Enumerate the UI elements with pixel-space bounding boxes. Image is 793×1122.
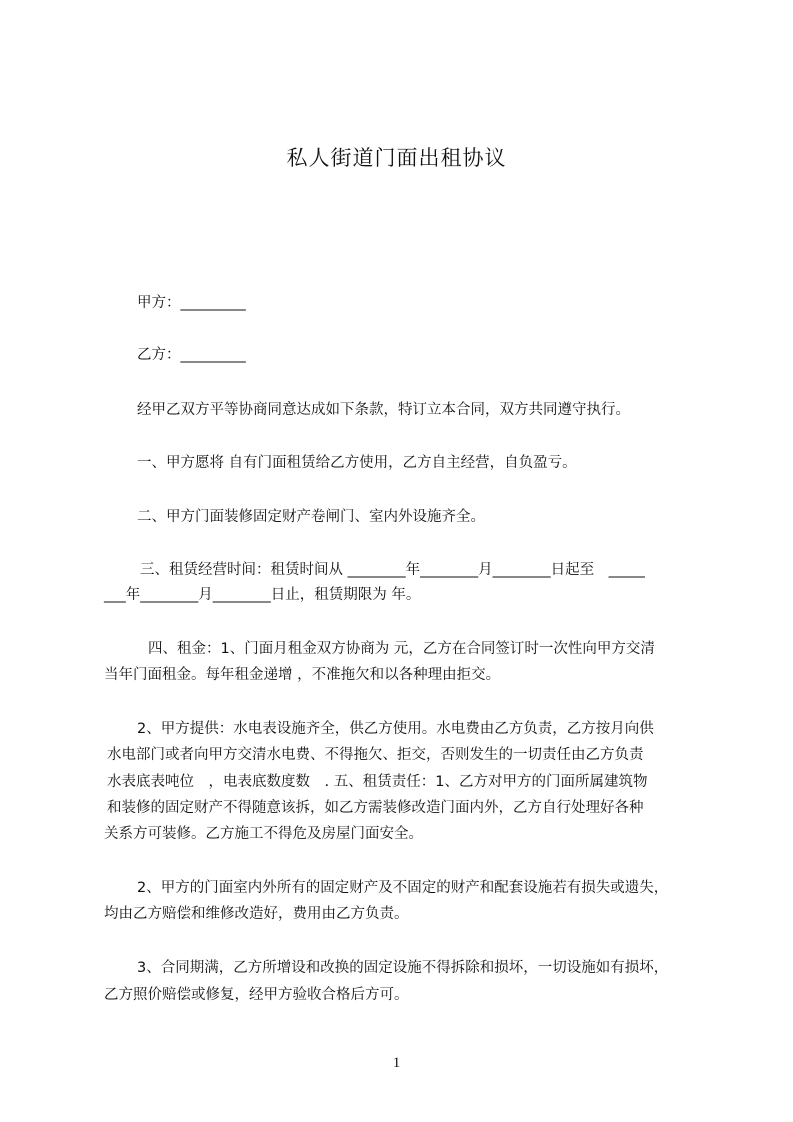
clause-4-line-2: 当年门面租金。每年租金递增 ，不准拖欠和以各种理由拒交。 xyxy=(104,667,501,683)
clause-4-line-1: 四、租金：1、门面月租金双方协商为 元，乙方在合同签订时一次性向甲方交清 xyxy=(148,641,655,657)
clause-5-line-1: 和装修的固定财产不得随意该拆，如乙方需装修改造门面内外，乙方自行处理好各种 xyxy=(107,800,644,816)
clause-5-2-line-2: 均由乙方赔偿和维修改造好，费用由乙方负责。 xyxy=(104,906,409,922)
clause-4-2-line-3: 水表底表吨位 ，电表底数度数 . 五、租赁责任：1、乙方对甲方的门面所属建筑物 xyxy=(107,774,648,790)
clause-5-line-2: 关系方可装修。乙方施工不得危及房屋门面安全。 xyxy=(104,826,423,842)
clause-4-2-line-2: 水电部门或者向甲方交清水电费、不得拖欠、拒交，否则发生的一切责任由乙方负责 xyxy=(107,747,644,763)
party-a-line: 甲方：_________ xyxy=(137,295,246,311)
clause-5-2-line-1: 2、甲方的门面室内外所有的固定财产及不固定的财产和配套设施若有损失或遗失， xyxy=(137,880,669,896)
document-title: 私人街道门面出租协议 xyxy=(286,146,507,170)
clause-5-3-line-2: 乙方照价赔偿或修复，经甲方验收合格后方可。 xyxy=(104,987,409,1003)
clause-3-line-1: 三、租赁经营时间：租赁时间从 ________年________月________日起至 _____ xyxy=(140,562,645,578)
party-b-line: 乙方：_________ xyxy=(137,347,246,363)
page-number: 1 xyxy=(392,1055,401,1071)
clause-2-line: 二、甲方门面装修固定财产卷闸门、室内外设施齐全。 xyxy=(137,509,485,525)
clause-5-3-line-1: 3、合同期满，乙方所增设和改换的固定设施不得拆除和损坏，一切设施如有损坏， xyxy=(137,960,669,976)
preamble-line: 经甲乙双方平等协商同意达成如下条款，特订立本合同，双方共同遵守执行。 xyxy=(137,402,630,418)
clause-4-2-line-1: 2、甲方提供：水电表设施齐全，供乙方使用。水电费由乙方负责，乙方按月向供 xyxy=(137,721,654,737)
clause-1-line: 一、甲方愿将 自有门面租赁给乙方使用，乙方自主经营，自负盈亏。 xyxy=(137,455,577,471)
clause-3-line-2: ___年________月________日止，租赁期限为 年。 xyxy=(104,587,421,603)
